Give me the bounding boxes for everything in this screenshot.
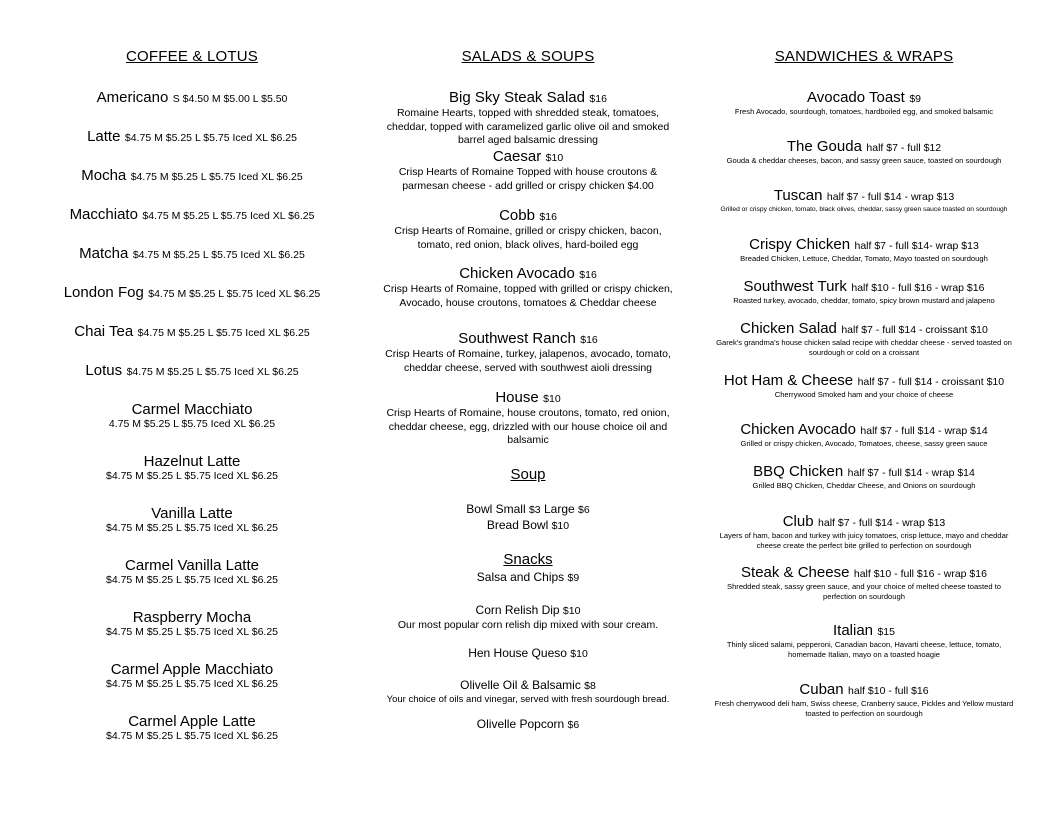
- item-description: Our most popular corn relish dip mixed with sour cream.: [397, 619, 659, 631]
- item-price: $10: [543, 393, 561, 405]
- item-price: $9: [909, 93, 921, 105]
- item-description: Garek's grandma's house chicken salad recipe with cheddar cheese - served toasted on sourdough or cold on a croissant: [716, 338, 1012, 357]
- item-price: $4.75 M $5.25 L $5.75 Iced XL $6.25: [137, 327, 310, 339]
- bread-bowl-price: $10: [551, 520, 570, 532]
- item-price: $10: [570, 648, 588, 660]
- item-price: 4.75 M $5.25 L $5.75 Iced XL $6.25: [108, 418, 276, 430]
- item-price: half $10 - full $16 - wrap $16: [851, 282, 985, 294]
- item-name: BBQ Chicken: [753, 463, 844, 480]
- item-price: $4.75 M $5.25 L $5.75 Iced XL $6.25: [105, 522, 279, 534]
- salad-item: [378, 148, 678, 193]
- item-name: Southwest Ranch: [458, 330, 576, 347]
- item-price: $10: [562, 605, 581, 617]
- salad-item: [378, 389, 678, 448]
- coffee-item: [42, 128, 342, 146]
- coffee-item: [42, 401, 342, 430]
- item-price: $6: [567, 719, 580, 731]
- coffee-item: [42, 453, 342, 482]
- item-name: Salsa and Chips: [476, 570, 565, 584]
- item-price: $4.75 M $5.25 L $5.75 Iced XL $6.25: [105, 470, 279, 482]
- item-price: half $7 - full $14- wrap $13: [854, 240, 979, 252]
- item-price: $4.75 M $5.25 L $5.75 Iced XL $6.25: [142, 210, 315, 222]
- item-description: Grilled BBQ Chicken, Cheddar Cheese, and Onions on sourdough: [752, 481, 976, 490]
- item-name: Big Sky Steak Salad: [449, 89, 585, 106]
- sandwich-item: [714, 138, 1014, 166]
- item-name: Caesar: [492, 148, 542, 165]
- item-price: $4.75 M $5.25 L $5.75 Iced XL $6.25: [124, 132, 297, 144]
- item-name: Chicken Salad: [740, 320, 837, 337]
- item-description: Crisp Hearts of Romaine, turkey, jalapenos, avocado, tomato, cheddar cheese, served with southwest aioli dressing: [385, 348, 671, 374]
- item-description: Crisp Hearts of Romaine, topped with grilled or crispy chicken, Avocado, house croutons, tomatoes & Cheddar cheese: [383, 283, 673, 309]
- sandwich-item: [714, 236, 1014, 264]
- coffee-item: [42, 323, 342, 341]
- sandwich-item: [714, 278, 1014, 306]
- snack-item: [378, 716, 678, 733]
- item-price: half $7 - full $14 - croissant $10: [841, 324, 988, 336]
- item-name: Crispy Chicken: [749, 236, 851, 253]
- item-description: Crisp Hearts of Romaine Topped with house croutons & parmesan cheese - add grilled or crispy chicken $4.00: [398, 166, 658, 192]
- item-name: Avocado Toast: [807, 89, 905, 106]
- item-price: half $7 - full $14 - wrap $13: [818, 517, 946, 529]
- item-price: $4.75 M $5.25 L $5.75 Iced XL $6.25: [130, 171, 303, 183]
- item-price: half $7 - full $12: [866, 142, 942, 154]
- item-name: Club: [782, 513, 814, 530]
- coffee-column: [42, 0, 342, 816]
- item-name: Olivelle Popcorn: [476, 717, 565, 731]
- sandwich-item: [714, 421, 1014, 449]
- item-price: $16: [579, 269, 597, 281]
- sandwich-item: [714, 564, 1014, 602]
- item-price: half $10 - full $16: [848, 685, 929, 697]
- item-description: Breaded Chicken, Lettuce, Cheddar, Tomato, Mayo toasted on sourdough: [740, 254, 988, 263]
- item-description: Your choice of oils and vinegar, served with fresh sourdough bread.: [386, 694, 670, 705]
- coffee-item: [42, 206, 342, 224]
- item-price: $8: [584, 680, 596, 692]
- salad-item: [378, 330, 678, 375]
- item-name: Carmel Apple Macchiato: [110, 661, 274, 678]
- sandwich-item: [714, 320, 1014, 358]
- item-name: Steak & Cheese: [741, 564, 850, 581]
- item-price: half $7 - full $14 - wrap $14: [860, 425, 988, 437]
- item-name: Americano: [96, 89, 169, 106]
- item-description: Romaine Hearts, topped with shredded steak, tomatoes, cheddar, topped with caramelized garlic olive oil and smoked barrel aged balsamic dressing: [386, 107, 670, 146]
- item-description: Crisp Hearts of Romaine, house croutons, tomato, red onion, cheddar cheese, egg, drizzled with our house choice oil and balsamic: [386, 407, 670, 446]
- item-name: Chai Tea: [74, 323, 134, 340]
- snack-item: [378, 645, 678, 662]
- item-description: Thinly sliced salami, pepperoni, Canadian bacon, Havarti cheese, lettuce, tomato, homemade Italian, mayo on a toasted hoagie: [726, 640, 1002, 659]
- item-description: Crisp Hearts of Romaine, grilled or crispy chicken, bacon, tomato, red onion, black olives, hard-boiled egg: [394, 225, 662, 251]
- coffee-item: [42, 661, 342, 690]
- item-description: Cherrywood Smoked ham and your choice of cheese: [774, 390, 954, 399]
- coffee-item: [42, 609, 342, 638]
- item-price: $4.75 M $5.25 L $5.75 Iced XL $6.25: [105, 730, 279, 742]
- coffee-item: [42, 713, 342, 742]
- item-price: $16: [589, 93, 607, 105]
- soup-bowl-line: [378, 501, 678, 518]
- item-description: Grilled or crispy chicken, Avocado, Tomatoes, cheese, sassy green sauce: [740, 439, 988, 448]
- coffee-header: COFFEE & LOTUS: [126, 48, 258, 65]
- item-name: Chicken Avocado: [459, 265, 575, 282]
- soup-bread-line: [378, 517, 678, 534]
- item-name: House: [495, 389, 539, 406]
- item-name: Raspberry Mocha: [132, 609, 252, 626]
- item-price: $4.75 M $5.25 L $5.75 Iced XL $6.25: [105, 626, 279, 638]
- coffee-item: [42, 167, 342, 185]
- item-name: Vanilla Latte: [151, 505, 233, 522]
- coffee-item: [42, 89, 342, 107]
- snacks-header: Snacks: [503, 551, 553, 568]
- item-name: Chicken Avocado: [740, 421, 856, 438]
- item-description: Layers of ham, bacon and turkey with juicy tomatoes, crisp lettuce, mayo and cheddar cheese create the perfect bite grilled to perfection on sourdough: [719, 531, 1009, 550]
- item-description: Gouda & cheddar cheeses, bacon, and sassy green sauce, toasted on sourdough: [726, 156, 1002, 165]
- snack-item: [378, 602, 678, 633]
- item-description: Shredded steak, sassy green sauce, and your choice of melted cheese toasted to perfection on sourdough: [727, 582, 1001, 601]
- item-description: Grilled or crispy chicken, tomato, black olives, cheddar, sassy green sauce toasted on sourdough: [720, 206, 1008, 213]
- soup-bowl-label: Bowl Small: [466, 502, 526, 516]
- item-name: Carmel Vanilla Latte: [125, 557, 259, 574]
- item-description: Fresh cherrywood deli ham, Swiss cheese, Cranberry sauce, Pickles and Yellow mustard toasted to perfection on sourdough: [714, 699, 1014, 718]
- item-name: Carmel Apple Latte: [128, 713, 256, 730]
- soup-large-price: $6: [578, 504, 590, 516]
- salad-item: [378, 89, 678, 148]
- soup-small-price: $3: [528, 504, 541, 516]
- item-name: Olivelle Oil & Balsamic: [460, 678, 581, 692]
- coffee-item: [42, 362, 342, 380]
- coffee-item: [42, 284, 342, 302]
- soup-large-label: Large: [544, 502, 575, 516]
- item-name: Hen House Queso: [468, 646, 567, 660]
- soup-header: Soup: [510, 466, 546, 483]
- item-name: Lotus: [85, 362, 123, 379]
- item-price: $4.75 M $5.25 L $5.75 Iced XL $6.25: [148, 288, 321, 300]
- item-price: half $7 - full $14 - croissant $10: [857, 376, 1005, 388]
- coffee-item: [42, 245, 342, 263]
- sandwiches-column: [714, 0, 1014, 816]
- salads-header: SALADS & SOUPS: [461, 48, 595, 65]
- sandwich-item: [714, 372, 1014, 400]
- item-name: Corn Relish Dip: [475, 603, 560, 617]
- salads-column: [378, 0, 678, 816]
- item-name: Mocha: [81, 167, 127, 184]
- sandwich-item: [714, 681, 1014, 719]
- coffee-item: [42, 505, 342, 534]
- item-price: $4.75 M $5.25 L $5.75 Iced XL $6.25: [105, 574, 279, 586]
- sandwiches-header: SANDWICHES & WRAPS: [774, 48, 954, 65]
- snack-item: [378, 569, 678, 586]
- item-name: Latte: [87, 128, 121, 145]
- item-name: London Fog: [63, 284, 144, 301]
- item-name: Tuscan: [773, 187, 823, 204]
- item-price: half $10 - full $16 - wrap $16: [853, 568, 987, 580]
- snack-item: [378, 677, 678, 706]
- item-price: $16: [580, 334, 598, 346]
- item-name: Carmel Macchiato: [131, 401, 253, 418]
- item-price: $15: [877, 626, 895, 638]
- item-name: Hazelnut Latte: [143, 453, 241, 470]
- item-name: Italian: [832, 622, 874, 639]
- item-name: Macchiato: [69, 206, 138, 223]
- sandwich-item: [714, 513, 1014, 551]
- sandwich-item: [714, 463, 1014, 491]
- item-description: Fresh Avocado, sourdough, tomatoes, hardboiled egg, and smoked balsamic: [734, 107, 994, 116]
- item-name: The Gouda: [786, 138, 862, 155]
- item-price: $4.75 M $5.25 L $5.75 Iced XL $6.25: [105, 678, 279, 690]
- item-name: Cuban: [799, 681, 844, 698]
- item-price: $4.75 M $5.25 L $5.75 Iced XL $6.25: [132, 249, 305, 261]
- item-name: Cobb: [499, 207, 535, 224]
- sandwich-item: [714, 622, 1014, 660]
- item-price: $9: [567, 572, 580, 584]
- item-description: Roasted turkey, avocado, cheddar, tomato, spicy brown mustard and jalapeno: [733, 296, 995, 305]
- item-price: $4.75 M $5.25 L $5.75 Iced XL $6.25: [126, 366, 299, 378]
- sandwich-item: [714, 187, 1014, 214]
- salad-item: [378, 265, 678, 310]
- coffee-item: [42, 557, 342, 586]
- salad-item: [378, 207, 678, 252]
- item-price: $10: [545, 152, 564, 164]
- item-name: Hot Ham & Cheese: [723, 372, 854, 389]
- item-name: Southwest Turk: [743, 278, 847, 295]
- item-price: half $7 - full $14 - wrap $13: [826, 191, 955, 203]
- item-price: $16: [539, 211, 557, 223]
- bread-bowl-label: Bread Bowl: [486, 518, 549, 532]
- item-price: S $4.50 M $5.00 L $5.50: [172, 93, 288, 105]
- item-price: half $7 - full $14 - wrap $14: [847, 467, 975, 479]
- item-name: Matcha: [79, 245, 129, 262]
- sandwich-item: [714, 89, 1014, 117]
